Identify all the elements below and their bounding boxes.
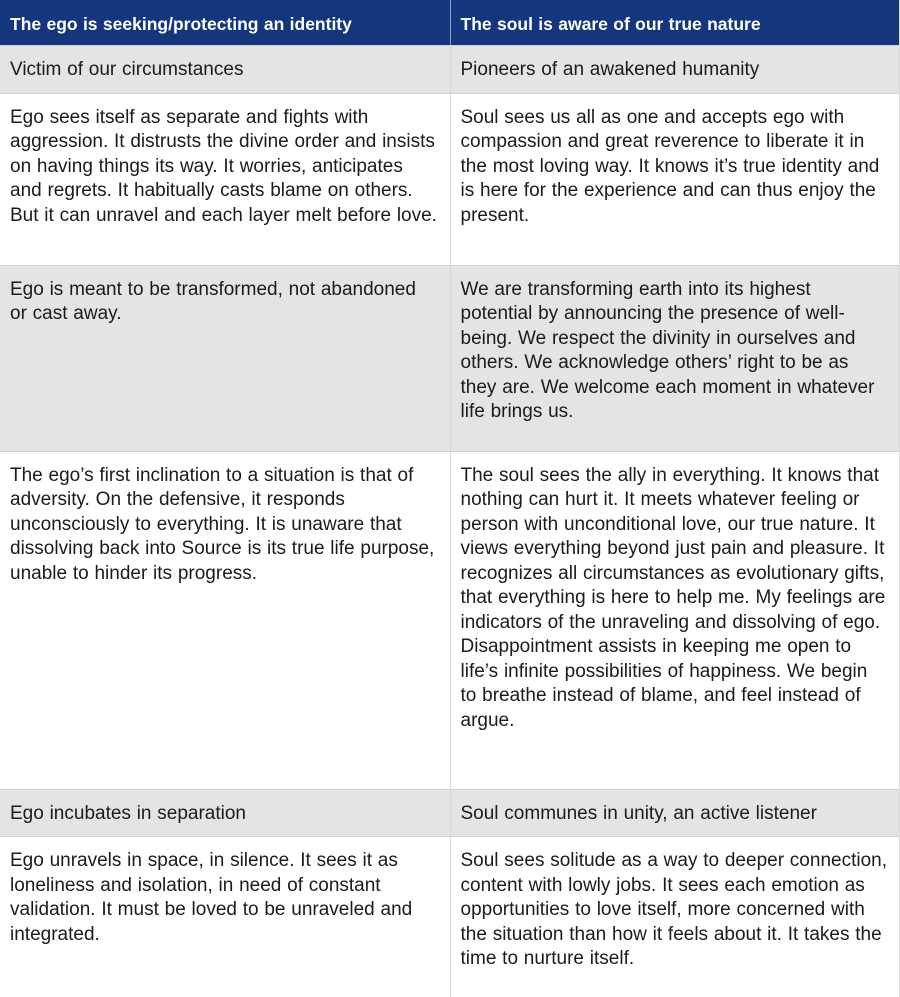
table-cell-ego: Victim of our circumstances bbox=[10, 59, 244, 80]
table-cell-soul: Soul communes in unity, an active listener bbox=[450, 790, 900, 837]
table-cell-ego: Ego is meant to be transformed, not abandoned or cast away. bbox=[10, 278, 416, 324]
table-row bbox=[0, 94, 899, 266]
table-cell-soul: The soul sees the ally in everything. It knows that nothing can hurt it. It meets whatever feeling or person with unconditional love, our true nature. It views everything beyond just pain and pleasure. It recognizes all circumstances as evolutionary gifts, that everything is here to help me. My feelings are indicators of the unraveling and dissolving of ego. Disappointment assists in keeping me open to life’s infinite possibilities of happiness. We begin to breathe instead of blame, and feel instead of argue. bbox=[450, 452, 900, 789]
comparison-table-body bbox=[0, 46, 899, 997]
table-cell-ego: Ego incubates in separation bbox=[10, 802, 246, 824]
table-cell-soul: Soul sees solitude as a way to deeper connection, content with lowly jobs. It sees each emotion as opportunities to love itself, more concerned with the situation than how it feels about it. It takes the time to nurture itself. bbox=[450, 837, 900, 997]
table-cell-soul: Soul sees us all as one and accepts ego with compassion and great reverence to liberate it in the most loving way. It knows it’s true identity and is here for the experience and can thus enjoy the present. bbox=[450, 94, 900, 265]
table-row bbox=[0, 266, 899, 452]
table-header-soul: The soul is aware of our true nature bbox=[450, 0, 900, 45]
table-cell-ego: Ego unravels in space, in silence. It sees it as loneliness and isolation, in need of constant validation. It must be loved to be unraveled and integrated. bbox=[10, 850, 413, 945]
table-cell-ego: Ego sees itself as separate and fights with aggression. It distrusts the divine order and insists on having things its way. It worries, anticipates and regrets. It habitually casts blame on others. But it can unravel and each layer melt before love. bbox=[10, 106, 437, 226]
table-row bbox=[0, 790, 899, 838]
table-row bbox=[0, 837, 899, 997]
table-cell-soul: Pioneers of an awakened humanity bbox=[450, 46, 900, 93]
table-cell-ego: The ego’s first inclination to a situation is that of adversity. On the defensive, it responds unconsciously to everything. It is unaware that dissolving back into Source is its true life purpose, unable to hinder its progress. bbox=[10, 464, 435, 584]
table-header-row bbox=[0, 0, 899, 46]
table-cell-soul: We are transforming earth into its highest potential by announcing the presence of well-being. We respect the divinity in ourselves and others. We acknowledge others’ right to be as they are. We welcome each moment in whatever life brings us. bbox=[450, 266, 900, 451]
table-row bbox=[0, 46, 899, 94]
table-header-ego: The ego is seeking/protecting an identity bbox=[10, 14, 352, 34]
table-row bbox=[0, 452, 899, 790]
